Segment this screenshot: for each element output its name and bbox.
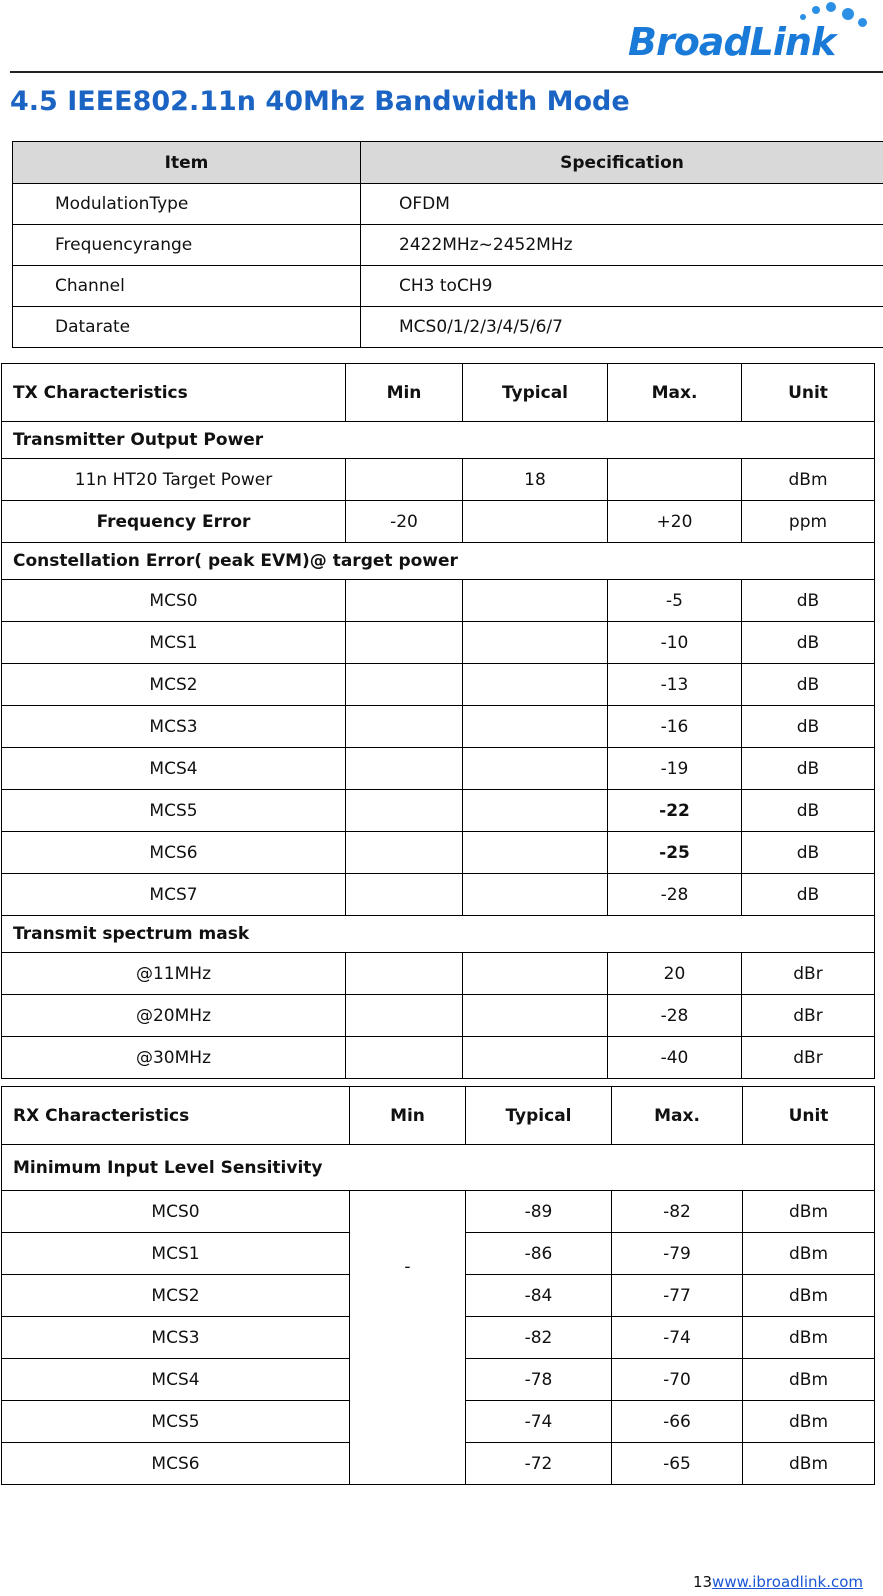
cell-typical: -78 [466,1359,612,1401]
cell-max: -74 [612,1317,743,1359]
table-row [2,459,875,501]
cell-typical: 18 [463,459,608,501]
spec-table [12,141,883,348]
row-label: MCS1 [2,622,346,664]
cell-typical: -89 [466,1191,612,1233]
table-row [2,501,875,543]
cell-max: -28 [608,995,742,1037]
cell-unit: dBm [743,1233,875,1275]
row-label: MCS6 [2,1443,350,1485]
rx-header-min: Min [350,1087,466,1145]
spec-value: OFDM [361,184,883,225]
cell-typical [463,664,608,706]
cell-unit: dBr [742,995,875,1037]
cell-max: -40 [608,1037,742,1079]
row-label: MCS4 [2,1359,350,1401]
spec-item: Datarate [13,307,361,348]
row-label: MCS5 [2,1401,350,1443]
cell-typical [463,1037,608,1079]
logo-dot-icon [812,6,820,14]
cell-max: -28 [608,874,742,916]
cell-typical [463,953,608,995]
cell-min [346,1037,463,1079]
table-row [2,748,875,790]
rx-header-label: RX Characteristics [2,1087,350,1145]
table-row [2,580,875,622]
spec-header-specification: Specification [361,142,883,184]
table-row [2,664,875,706]
cell-typical: -72 [466,1443,612,1485]
cell-min [346,995,463,1037]
cell-unit: dBr [742,953,875,995]
row-label: MCS3 [2,1317,350,1359]
cell-min [346,832,463,874]
cell-unit: dBm [742,459,875,501]
tx-header-typical: Typical [463,364,608,422]
website-link[interactable]: www.ibroadlink.com [712,1573,863,1591]
cell-min [346,622,463,664]
cell-max: -22 [608,790,742,832]
tx-header-label: TX Characteristics [2,364,346,422]
table-row [2,1037,875,1079]
row-label: MCS6 [2,832,346,874]
cell-min: -20 [346,501,463,543]
table-row [2,1191,875,1233]
cell-typical: -84 [466,1275,612,1317]
table-row [2,953,875,995]
row-label: MCS4 [2,748,346,790]
cell-typical [463,874,608,916]
row-label: MCS2 [2,1275,350,1317]
cell-typical: -74 [466,1401,612,1443]
cell-max: -77 [612,1275,743,1317]
table-row [2,832,875,874]
row-label: MCS0 [2,580,346,622]
cell-typical [463,995,608,1037]
cell-unit: dBm [743,1401,875,1443]
tx-header-max: Max. [608,364,742,422]
cell-unit: dBm [743,1317,875,1359]
row-label: @20MHz [2,995,346,1037]
cell-max: -82 [612,1191,743,1233]
rx-header-unit: Unit [743,1087,875,1145]
table-row [2,706,875,748]
cell-unit: dBm [743,1359,875,1401]
rx-header-typical: Typical [466,1087,612,1145]
table-row [13,307,883,348]
cell-unit: dB [742,832,875,874]
rx-header-max: Max. [612,1087,743,1145]
logo-dot-icon [842,8,854,20]
cell-max: -5 [608,580,742,622]
logo-dot-icon [826,2,836,12]
cell-min [346,459,463,501]
cell-typical [463,832,608,874]
cell-typical [463,580,608,622]
row-label: MCS7 [2,874,346,916]
header-rule [10,71,883,73]
row-label: @30MHz [2,1037,346,1079]
row-label: @11MHz [2,953,346,995]
cell-typical [463,790,608,832]
page-number: 13 [692,1573,713,1591]
cell-max: -65 [612,1443,743,1485]
table-row [2,995,875,1037]
spec-item: Frequencyrange [13,225,361,266]
cell-max: -70 [612,1359,743,1401]
cell-max: 20 [608,953,742,995]
row-label: MCS3 [2,706,346,748]
cell-min [346,580,463,622]
cell-unit: dBm [743,1443,875,1485]
table-row [13,184,883,225]
cell-min [346,748,463,790]
cell-typical: -82 [466,1317,612,1359]
table-row [2,622,875,664]
cell-unit: dBr [742,1037,875,1079]
cell-unit: dB [742,664,875,706]
row-label: MCS5 [2,790,346,832]
cell-unit: dB [742,874,875,916]
cell-unit: dB [742,748,875,790]
section-label: Minimum Input Level Sensitivity [2,1145,875,1191]
cell-min [346,953,463,995]
cell-typical [463,706,608,748]
table-row [2,790,875,832]
logo-dot-icon [858,18,867,27]
cell-max: -16 [608,706,742,748]
spec-item: ModulationType [13,184,361,225]
cell-max: -10 [608,622,742,664]
spec-item: Channel [13,266,361,307]
spec-header-item: Item [13,142,361,184]
cell-unit: dB [742,580,875,622]
cell-unit: dBm [743,1191,875,1233]
rx-characteristics-table [1,1086,875,1485]
spec-value: CH3 toCH9 [361,266,883,307]
row-label: Frequency Error [2,501,346,543]
table-row [13,225,883,266]
row-label: MCS1 [2,1233,350,1275]
row-label: MCS2 [2,664,346,706]
logo-text: BroadLink [628,20,836,64]
tx-header-unit: Unit [742,364,875,422]
row-label: MCS0 [2,1191,350,1233]
rx-min-value: - [350,1191,466,1485]
cell-max: +20 [608,501,742,543]
row-label: 11n HT20 Target Power [2,459,346,501]
cell-max: -79 [612,1233,743,1275]
cell-typical [463,622,608,664]
section-label: Transmit spectrum mask [2,916,875,953]
cell-typical: -86 [466,1233,612,1275]
cell-max: -66 [612,1401,743,1443]
cell-min [346,664,463,706]
tx-characteristics-table [1,363,875,1079]
section-label: Constellation Error( peak EVM)@ target power [2,543,875,580]
cell-min [346,790,463,832]
cell-min [346,706,463,748]
cell-max [608,459,742,501]
section-heading: 4.5 IEEE802.11n 40Mhz Bandwidth Mode [10,86,630,117]
cell-unit: dB [742,790,875,832]
cell-typical [463,501,608,543]
table-row [2,874,875,916]
cell-unit: dBm [743,1275,875,1317]
cell-max: -25 [608,832,742,874]
cell-unit: ppm [742,501,875,543]
cell-max: -13 [608,664,742,706]
broadlink-logo [628,4,876,68]
table-row [13,266,883,307]
cell-max: -19 [608,748,742,790]
section-label: Transmitter Output Power [2,422,875,459]
cell-unit: dB [742,622,875,664]
spec-value: 2422MHz~2452MHz [361,225,883,266]
spec-value: MCS0/1/2/3/4/5/6/7 [361,307,883,348]
page-footer [693,1573,863,1591]
cell-unit: dB [742,706,875,748]
tx-header-min: Min [346,364,463,422]
cell-typical [463,748,608,790]
cell-min [346,874,463,916]
